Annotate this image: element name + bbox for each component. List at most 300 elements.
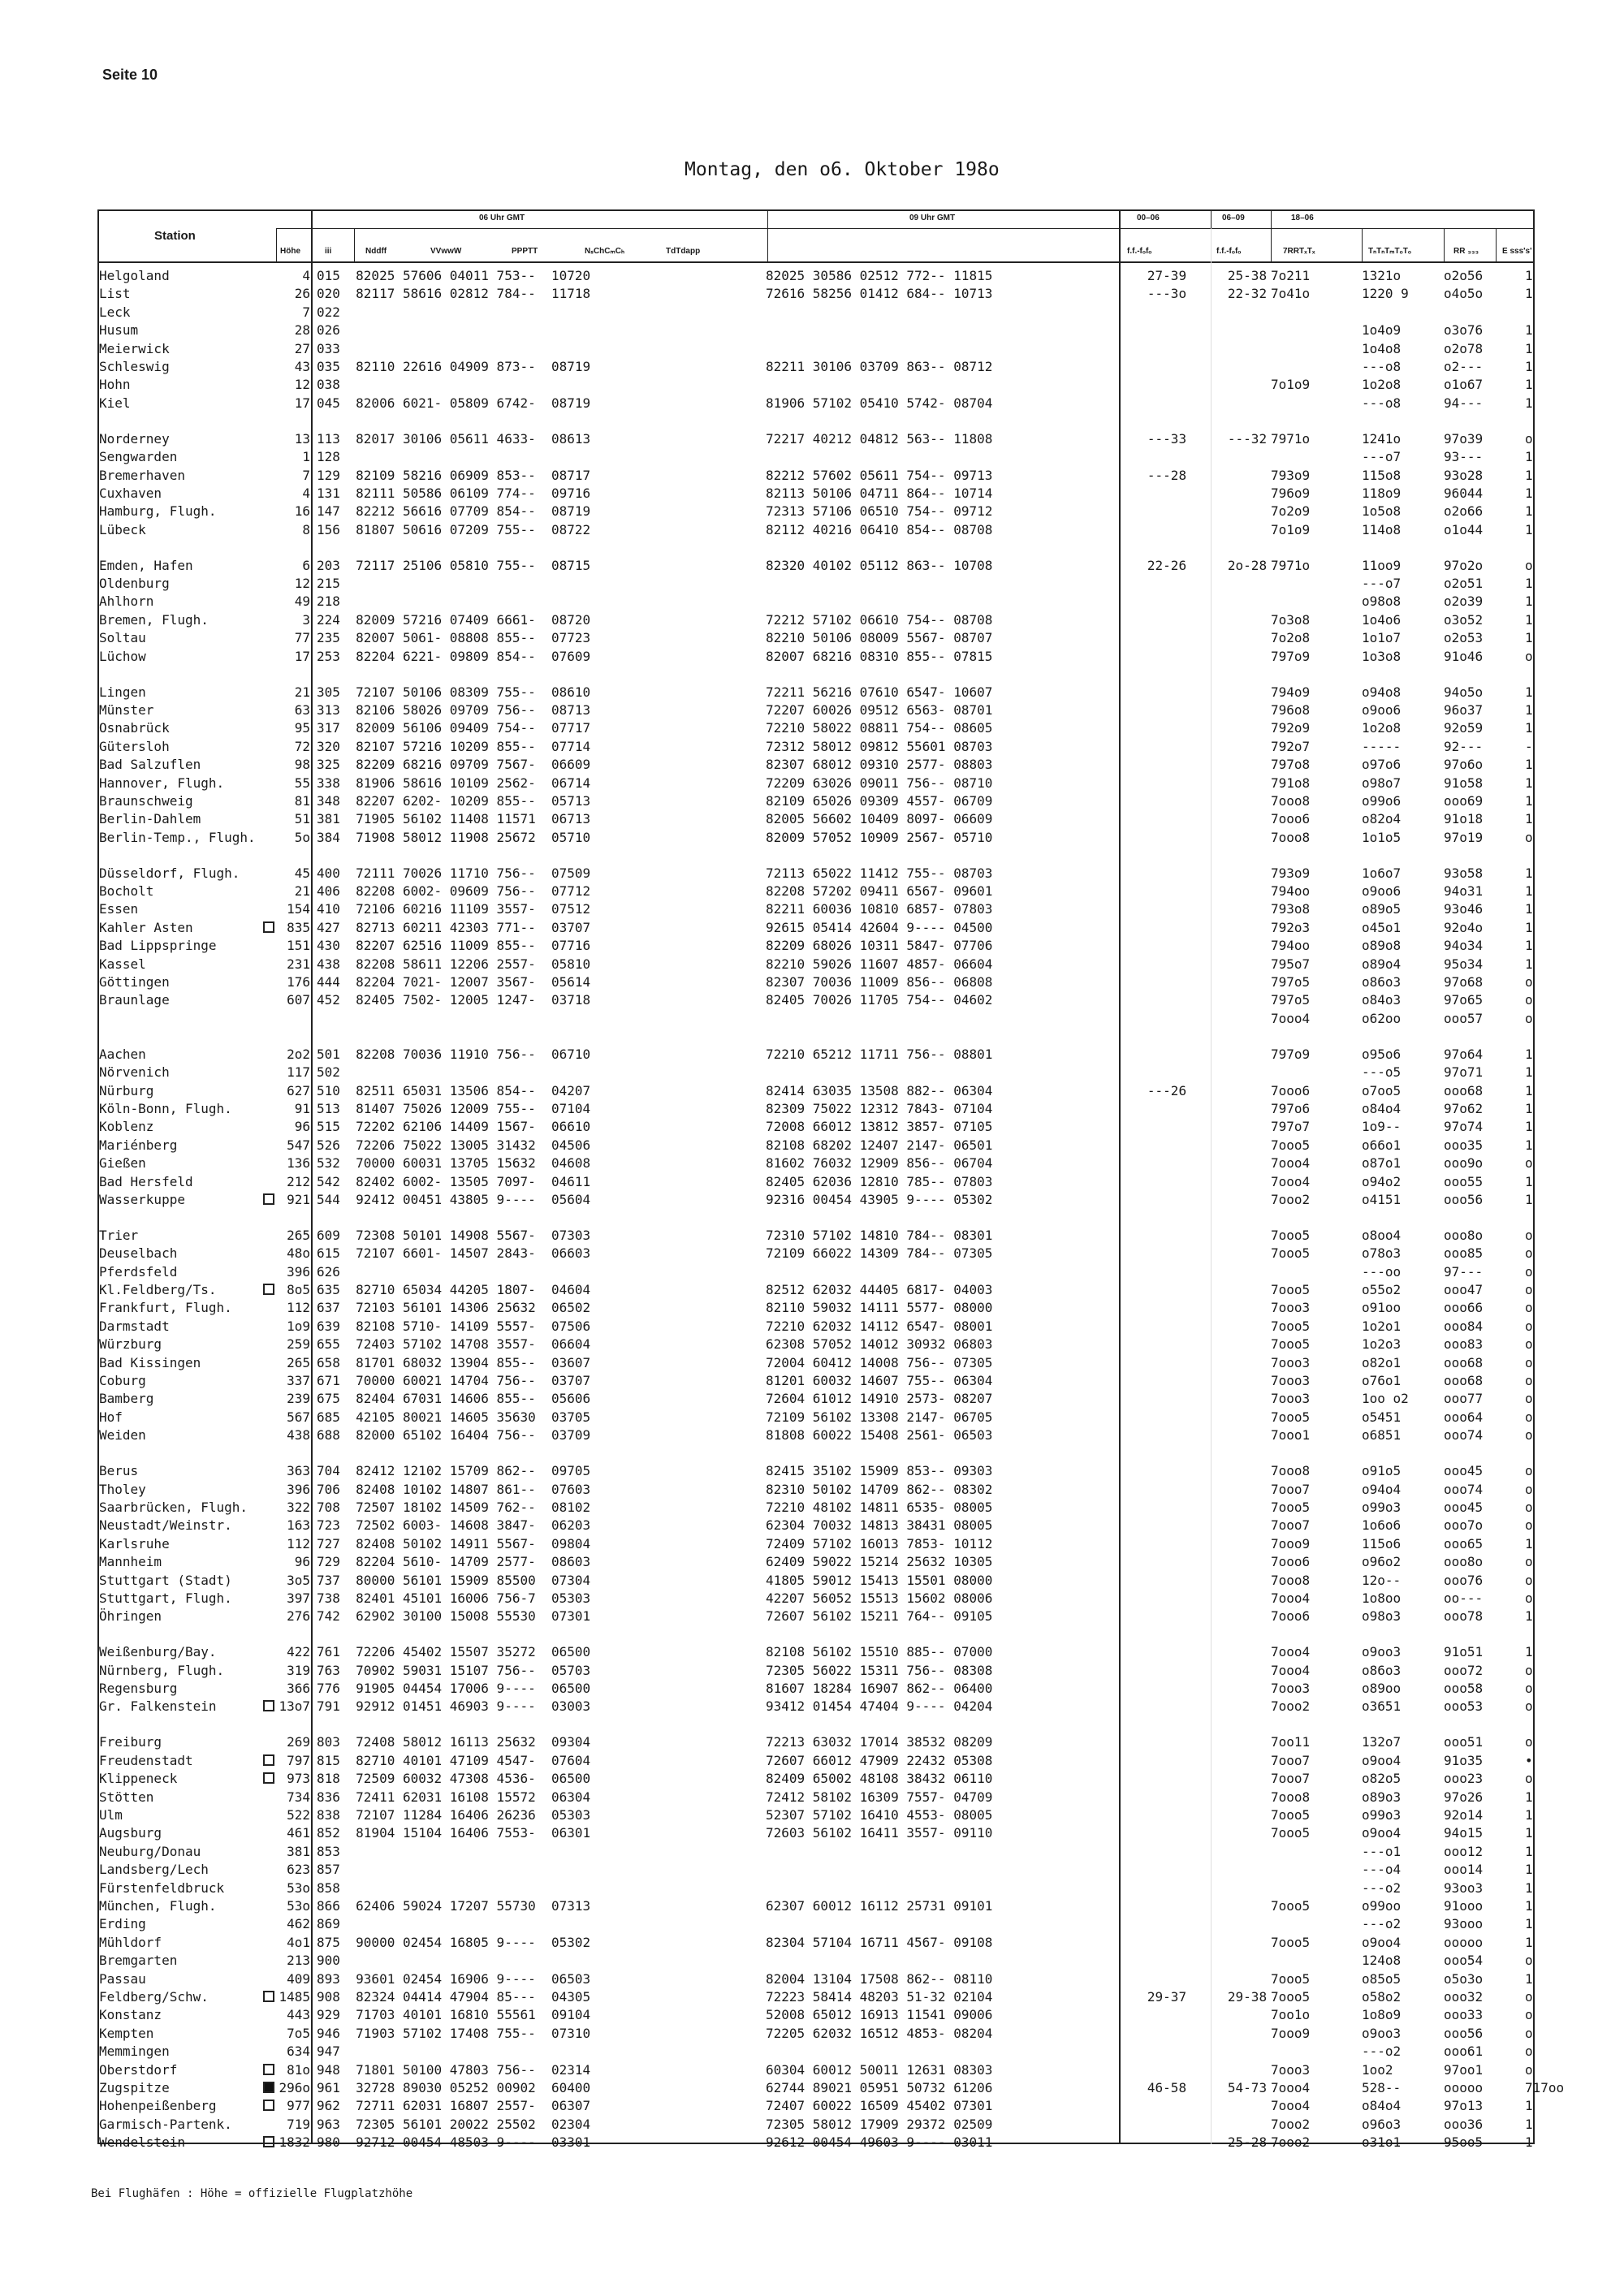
table-row xyxy=(97,284,1535,303)
station-name: München, Flugh. xyxy=(99,1897,217,1914)
station-height: 296o xyxy=(279,2079,310,2095)
table-row xyxy=(97,792,1535,810)
temp-extremes: o89o8 xyxy=(1362,938,1402,954)
snow-state: 1 xyxy=(1525,775,1533,791)
precip-24h: o2--- xyxy=(1444,359,1484,374)
station-name: Oberstdorf xyxy=(99,2061,178,2078)
obs-09-gmt: 82307 68012 09310 2577- 08803 xyxy=(766,757,993,773)
station-name: Hamburg, Flugh. xyxy=(99,503,217,520)
obs-06-gmt: 113 82017 30106 05611 4633- 08613 xyxy=(317,430,591,447)
period-18-06: 794oo xyxy=(1271,883,1311,899)
period-06-09: ---32 xyxy=(1227,430,1268,447)
station-name: Braunschweig xyxy=(99,792,193,809)
temp-extremes: o96o3 xyxy=(1362,2116,1402,2132)
header-station: Station xyxy=(154,229,196,243)
period-18-06: 7ooo7 xyxy=(1271,1517,1311,1534)
station-name: Bremerhaven xyxy=(99,467,185,483)
header-tdapp: TdTdapp xyxy=(666,247,701,256)
period-18-06: 7ooo1 xyxy=(1271,1427,1311,1444)
precip-24h: o1o44 xyxy=(1444,521,1484,537)
period-00-06: ---3o xyxy=(1147,286,1187,302)
table-row xyxy=(97,955,1535,973)
square-marker xyxy=(263,1284,274,1295)
obs-09-gmt: 52307 57102 16410 4553- 08005 xyxy=(766,1806,993,1823)
obs-06-gmt: 685 42105 80021 14605 35630 03705 xyxy=(317,1409,591,1425)
square-marker xyxy=(263,2100,274,2111)
precip-24h: 94o5o xyxy=(1444,684,1484,700)
period-18-06: 7ooo4 xyxy=(1271,2079,1311,2095)
station-name: Feldberg/Schw. xyxy=(99,1988,209,2005)
header-ff2: f.f.-fₒfₒ xyxy=(1216,247,1242,256)
snow-state: o xyxy=(1525,1391,1533,1407)
precip-24h: 97o2o xyxy=(1444,557,1484,573)
snow-state: o xyxy=(1525,1318,1533,1334)
temp-extremes: ---o8 xyxy=(1362,395,1402,411)
station-height: 3 xyxy=(302,611,310,628)
period-06-09: 54-73 xyxy=(1227,2079,1268,2095)
precip-24h: o3o76 xyxy=(1444,322,1484,339)
precip-24h: ooo23 xyxy=(1444,1771,1484,1787)
snow-state: 1 xyxy=(1525,865,1533,881)
station-height: 567 xyxy=(287,1409,310,1425)
snow-state: o xyxy=(1525,1427,1533,1444)
obs-09-gmt: 72210 62032 14112 6547- 08001 xyxy=(766,1318,993,1334)
table-row xyxy=(97,394,1535,412)
station-name: Nürnberg, Flugh. xyxy=(99,1662,225,1678)
temp-extremes: o99oo xyxy=(1362,1897,1402,1914)
table-row xyxy=(97,1389,1535,1408)
table-row xyxy=(97,1498,1535,1517)
snow-state: o xyxy=(1525,1282,1533,1297)
table-row xyxy=(97,809,1535,828)
station-height: 91 xyxy=(294,1100,310,1116)
obs-09-gmt: 82004 13104 17508 862-- 08110 xyxy=(766,1970,993,1987)
station-height: 522 xyxy=(287,1806,310,1823)
table-row xyxy=(97,1769,1535,1788)
snow-state: o xyxy=(1525,1354,1533,1370)
snow-state: 1 xyxy=(1525,268,1533,283)
table-row xyxy=(97,1009,1535,1028)
obs-09-gmt: 72210 65212 11711 756-- 08801 xyxy=(766,1046,993,1062)
station-height: 8 xyxy=(302,521,310,537)
precip-24h: 96o37 xyxy=(1444,701,1484,718)
precip-24h: ooo68 xyxy=(1444,1373,1484,1388)
obs-09-gmt: 72211 56216 07610 6547- 10607 xyxy=(766,684,993,700)
temp-extremes: o3651 xyxy=(1362,1698,1402,1715)
period-18-06: 793o9 xyxy=(1271,865,1311,881)
precip-24h: ooo78 xyxy=(1444,1608,1484,1625)
temp-extremes: o62oo xyxy=(1362,1010,1402,1026)
station-height: 27 xyxy=(294,340,310,356)
station-name: Frankfurt, Flugh. xyxy=(99,1300,232,1316)
header-pppt: PPPTT xyxy=(512,247,538,256)
precip-24h: 97o65 xyxy=(1444,992,1484,1008)
table-row xyxy=(97,1897,1535,1915)
obs-09-gmt: 42207 56052 15513 15602 08006 xyxy=(766,1590,993,1606)
precip-24h: ooo33 xyxy=(1444,2007,1484,2023)
obs-09-gmt: 62308 57052 14012 30932 06803 xyxy=(766,1336,993,1353)
period-00-06: 29-37 xyxy=(1147,1988,1187,2005)
snow-state: 1 xyxy=(1525,395,1533,411)
table-row xyxy=(97,1661,1535,1680)
period-18-06: 7ooo4 xyxy=(1271,1662,1311,1678)
obs-06-gmt: 688 82000 65102 16404 756-- 03709 xyxy=(317,1427,591,1444)
station-name: List xyxy=(99,286,131,302)
station-height: 438 xyxy=(287,1427,310,1444)
obs-09-gmt: 82414 63035 13508 882-- 06304 xyxy=(766,1082,993,1098)
temp-extremes: o89oo xyxy=(1362,1681,1402,1696)
table-row xyxy=(97,1987,1535,2006)
temp-extremes: o85o5 xyxy=(1362,1970,1402,1987)
snow-state: 1 xyxy=(1525,593,1533,610)
obs-06-gmt: 761 72206 45402 15507 35272 06500 xyxy=(317,1644,591,1660)
snow-state: 1 xyxy=(1525,576,1533,591)
precip-24h: 97o62 xyxy=(1444,1100,1484,1116)
station-height: 154 xyxy=(287,901,310,917)
temp-extremes: ---o5 xyxy=(1362,1064,1402,1081)
obs-09-gmt: 82110 59032 14111 5577- 08000 xyxy=(766,1300,993,1316)
temp-extremes: 1o8oo xyxy=(1362,1590,1402,1606)
temp-extremes: 115o6 xyxy=(1362,1535,1402,1552)
station-name: Düsseldorf, Flugh. xyxy=(99,865,240,881)
station-height: 98 xyxy=(294,757,310,773)
temp-extremes: 118o9 xyxy=(1362,485,1402,501)
obs-06-gmt: 609 72308 50101 14908 5567- 07303 xyxy=(317,1227,591,1243)
temp-extremes: o89o5 xyxy=(1362,901,1402,917)
snow-state: 1 xyxy=(1525,503,1533,520)
temp-extremes: 1oo o2 xyxy=(1362,1391,1409,1407)
precip-24h: ooo64 xyxy=(1444,1409,1484,1425)
snow-state: 1 xyxy=(1525,630,1533,646)
period-18-06: 7ooo7 xyxy=(1271,1752,1311,1768)
temp-extremes: 1o6o6 xyxy=(1362,1517,1402,1534)
precip-24h: 97o6o xyxy=(1444,757,1484,773)
period-18-06: 7ooo8 xyxy=(1271,829,1311,845)
period-18-06: 7ooo2 xyxy=(1271,2134,1311,2151)
station-name: Mariénberg xyxy=(99,1137,178,1153)
snow-state: • xyxy=(1525,1752,1533,1768)
square-marker xyxy=(263,1193,274,1205)
obs-06-gmt: 727 82408 50102 14911 5567- 09804 xyxy=(317,1535,591,1552)
header-vvwww: VVwwW xyxy=(430,247,462,256)
table-row xyxy=(97,1426,1535,1444)
station-name: Schleswig xyxy=(99,359,170,374)
period-06-09: 25-28 xyxy=(1227,2134,1268,2151)
table-row xyxy=(97,1408,1535,1426)
obs-09-gmt: 72604 61012 14910 2573- 08207 xyxy=(766,1391,993,1407)
snow-state: 1 xyxy=(1525,1789,1533,1805)
period-18-06: 7ooo5 xyxy=(1271,1806,1311,1823)
snow-state: 1 xyxy=(1525,1916,1533,1932)
period-18-06: 794oo xyxy=(1271,938,1311,954)
snow-state: 1 xyxy=(1525,1137,1533,1153)
station-height: 51 xyxy=(294,811,310,827)
station-height: 6 xyxy=(302,557,310,573)
station-name: Nürburg xyxy=(99,1082,154,1098)
obs-09-gmt: 81607 18284 16907 862-- 06400 xyxy=(766,1681,993,1696)
snow-state: o xyxy=(1525,2044,1533,2060)
obs-06-gmt: 961 32728 89030 05252 00902 60400 xyxy=(317,2079,591,2095)
snow-state: o xyxy=(1525,829,1533,845)
period-18-06: 7ooo4 xyxy=(1271,1155,1311,1172)
station-height: 96 xyxy=(294,1119,310,1135)
obs-09-gmt: 72603 56102 16411 3557- 09110 xyxy=(766,1825,993,1841)
obs-06-gmt: 908 82324 04414 47904 85--- 04305 xyxy=(317,1988,591,2005)
temp-extremes: o31o1 xyxy=(1362,2134,1402,2151)
temp-extremes: 1o1o5 xyxy=(1362,829,1402,845)
temp-extremes: o58o2 xyxy=(1362,1988,1402,2005)
station-height: 112 xyxy=(287,1535,310,1552)
table-row xyxy=(97,1823,1535,1842)
table-row xyxy=(97,918,1535,937)
station-name: Bad Kissingen xyxy=(99,1354,201,1370)
snow-state: 1 xyxy=(1525,1100,1533,1116)
snow-state: 1 xyxy=(1525,322,1533,339)
obs-06-gmt: 513 81407 75026 12009 755-- 07104 xyxy=(317,1100,591,1116)
period-18-06: 7ooo4 xyxy=(1271,1590,1311,1606)
station-name: Osnabrück xyxy=(99,720,170,736)
obs-06-gmt: 313 82106 58026 09709 756-- 08713 xyxy=(317,701,591,718)
station-height: 48o xyxy=(287,1245,310,1262)
obs-06-gmt: 427 82713 60211 42303 771-- 03707 xyxy=(317,919,591,935)
station-height: 319 xyxy=(287,1662,310,1678)
temp-extremes: o5451 xyxy=(1362,1409,1402,1425)
temp-extremes: 1o5o8 xyxy=(1362,503,1402,520)
table-row xyxy=(97,502,1535,520)
obs-06-gmt: 704 82412 12102 15709 862-- 09705 xyxy=(317,1463,591,1479)
precip-24h: ooo47 xyxy=(1444,1282,1484,1297)
precip-24h: ooo68 xyxy=(1444,1082,1484,1098)
station-name: Bad Salzuflen xyxy=(99,757,201,773)
temp-extremes: o89o4 xyxy=(1362,956,1402,972)
obs-06-gmt: 430 82207 62516 11009 855-- 07716 xyxy=(317,938,591,954)
period-18-06: 7oo1o xyxy=(1271,2007,1311,2023)
temp-extremes: 1o8o9 xyxy=(1362,2007,1402,2023)
precip-24h: ooo32 xyxy=(1444,1988,1484,2005)
period-06-09: 22-32 xyxy=(1227,286,1268,302)
temp-extremes: 12o-- xyxy=(1362,1572,1402,1588)
snow-state: o xyxy=(1525,1953,1533,1969)
header-09gmt: 09 Uhr GMT xyxy=(909,214,956,222)
table-row xyxy=(97,990,1535,1009)
precip-24h: 93o28 xyxy=(1444,467,1484,483)
temp-extremes: 114o8 xyxy=(1362,521,1402,537)
period-18-06: 7ooo7 xyxy=(1271,1481,1311,1497)
precip-24h: 93oo3 xyxy=(1444,1880,1484,1896)
obs-09-gmt: 82309 75022 12312 7843- 07104 xyxy=(766,1100,993,1116)
obs-06-gmt: 980 92712 00454 48503 9---- 03301 xyxy=(317,2134,591,2151)
precip-24h: 91o35 xyxy=(1444,1752,1484,1768)
snow-state: 1 xyxy=(1525,919,1533,935)
temp-extremes: 1o6o7 xyxy=(1362,865,1402,881)
header-nsch: NₛChCₘCₕ xyxy=(585,247,624,256)
station-name: Zugspitze xyxy=(99,2079,170,2095)
snow-state: o xyxy=(1525,1499,1533,1515)
snow-state: 1 xyxy=(1525,883,1533,899)
snow-state: o xyxy=(1525,1409,1533,1425)
obs-09-gmt: 72212 57102 06610 754-- 08708 xyxy=(766,611,993,628)
precip-24h: ooo85 xyxy=(1444,1245,1484,1262)
table-row xyxy=(97,1571,1535,1590)
table-row xyxy=(97,1117,1535,1136)
snow-state: o xyxy=(1525,557,1533,573)
obs-06-gmt: 410 72106 60216 11109 3557- 07512 xyxy=(317,901,591,917)
obs-09-gmt: 82405 70026 11705 754-- 04602 xyxy=(766,992,993,1008)
table-row xyxy=(97,1154,1535,1172)
station-name: Freiburg xyxy=(99,1734,162,1750)
precip-24h: ooo69 xyxy=(1444,792,1484,809)
temp-extremes: o84o4 xyxy=(1362,1100,1402,1116)
station-name: Göttingen xyxy=(99,974,170,990)
temp-extremes: o94o4 xyxy=(1362,1481,1402,1497)
station-height: 95 xyxy=(294,720,310,736)
station-name: Memmingen xyxy=(99,2044,170,2060)
station-height: 337 xyxy=(287,1373,310,1388)
obs-09-gmt: 82210 59026 11607 4857- 06604 xyxy=(766,956,993,972)
table-row xyxy=(97,683,1535,701)
obs-06-gmt: 253 82204 6221- 09809 854-- 07609 xyxy=(317,648,591,664)
square-marker xyxy=(263,2136,274,2147)
station-height: 396 xyxy=(287,1481,310,1497)
station-height: 4 xyxy=(302,268,310,283)
obs-06-gmt: 203 72117 25106 05810 755-- 08715 xyxy=(317,557,591,573)
table-row xyxy=(97,1317,1535,1336)
temp-extremes: o9oo6 xyxy=(1362,701,1402,718)
station-height: 366 xyxy=(287,1681,310,1696)
snow-state: o xyxy=(1525,1227,1533,1243)
obs-06-gmt: 305 72107 50106 08309 755-- 08610 xyxy=(317,684,591,700)
station-name: Lingen xyxy=(99,684,146,700)
period-18-06: 7ooo5 xyxy=(1271,1409,1311,1425)
table-row xyxy=(97,882,1535,900)
station-name: Gütersloh xyxy=(99,738,170,754)
table-row xyxy=(97,484,1535,503)
snow-state: 1 xyxy=(1525,938,1533,954)
station-height: 12 xyxy=(294,377,310,393)
filled-square-marker xyxy=(263,2082,274,2093)
period-18-06: 796o8 xyxy=(1271,701,1311,718)
station-height: 151 xyxy=(287,938,310,954)
obs-09-gmt: 72210 58022 08811 754-- 08605 xyxy=(766,720,993,736)
station-name: Essen xyxy=(99,901,139,917)
obs-06-gmt: 803 72408 58012 16113 25632 09304 xyxy=(317,1734,591,1750)
obs-06-gmt: 510 82511 65031 13506 854-- 04207 xyxy=(317,1082,591,1098)
period-00-06: ---28 xyxy=(1147,467,1187,483)
temp-extremes: o91oo xyxy=(1362,1300,1402,1316)
precip-24h: 97oo1 xyxy=(1444,2061,1484,2078)
obs-09-gmt: 72312 58012 09812 55601 08703 xyxy=(766,738,993,754)
precip-24h: ooooo xyxy=(1444,1934,1484,1950)
page-number: Seite 10 xyxy=(102,67,158,83)
temp-extremes: o87o1 xyxy=(1362,1155,1402,1172)
obs-06-gmt: 033 xyxy=(317,340,340,356)
period-18-06: 7o3o8 xyxy=(1271,611,1311,628)
table-row xyxy=(97,1970,1535,1988)
precip-24h: 92--- xyxy=(1444,738,1484,754)
obs-09-gmt: 82304 57104 16711 4567- 09108 xyxy=(766,1934,993,1950)
table-row xyxy=(97,2096,1535,2115)
station-height: 443 xyxy=(287,2007,310,2023)
temp-extremes: o84o4 xyxy=(1362,2098,1402,2114)
precip-24h: o2o66 xyxy=(1444,503,1484,520)
table-row xyxy=(97,1172,1535,1191)
obs-06-gmt: 384 71908 58012 11908 25672 05710 xyxy=(317,829,591,845)
temp-extremes: 528-- xyxy=(1362,2079,1402,2095)
station-name: Helgoland xyxy=(99,268,170,283)
station-height: 7o5 xyxy=(287,2025,310,2041)
precip-24h: ooo66 xyxy=(1444,1300,1484,1316)
station-height: 7 xyxy=(302,304,310,320)
station-name: Erding xyxy=(99,1916,146,1932)
table-row xyxy=(97,447,1535,466)
station-height: 1832 xyxy=(279,2134,310,2151)
station-name: Bremgarten xyxy=(99,1953,178,1969)
snow-state: 717oo xyxy=(1525,2079,1565,2095)
table-row xyxy=(97,1280,1535,1299)
station-height: 12 xyxy=(294,576,310,591)
obs-06-gmt: 438 82208 58611 12206 2557- 05810 xyxy=(317,956,591,972)
station-height: 623 xyxy=(287,1862,310,1878)
station-height: 797 xyxy=(287,1752,310,1768)
obs-06-gmt: 026 xyxy=(317,322,340,339)
obs-06-gmt: 815 82710 40101 47109 4547- 07604 xyxy=(317,1752,591,1768)
station-name: Saarbrücken, Flugh. xyxy=(99,1499,248,1515)
precip-24h: ooo83 xyxy=(1444,1336,1484,1353)
snow-state: 1 xyxy=(1525,1970,1533,1987)
station-name: Kempten xyxy=(99,2025,154,2041)
station-name: Wasserkuppe xyxy=(99,1191,185,1207)
period-18-06: 797o5 xyxy=(1271,974,1311,990)
station-height: 5o xyxy=(294,829,310,845)
snow-state: 1 xyxy=(1525,720,1533,736)
period-18-06: 7ooo4 xyxy=(1271,1644,1311,1660)
temp-extremes: o99o3 xyxy=(1362,1806,1402,1823)
precip-24h: ooo74 xyxy=(1444,1481,1484,1497)
station-name: Husum xyxy=(99,322,139,339)
obs-06-gmt: 320 82107 57216 10209 855-- 07714 xyxy=(317,738,591,754)
table-row xyxy=(97,1461,1535,1480)
header-p0006: 00–06 xyxy=(1137,214,1160,222)
period-18-06: 7ooo2 xyxy=(1271,1191,1311,1207)
period-18-06: 7o41o xyxy=(1271,286,1311,302)
temp-extremes: o66o1 xyxy=(1362,1137,1402,1153)
precip-24h: 97o39 xyxy=(1444,430,1484,447)
station-height: 397 xyxy=(287,1590,310,1606)
obs-06-gmt: 947 xyxy=(317,2044,340,2060)
station-height: 462 xyxy=(287,1916,310,1932)
snow-state: 1 xyxy=(1525,1173,1533,1189)
station-name: Koblenz xyxy=(99,1119,154,1135)
precip-24h: 91o18 xyxy=(1444,811,1484,827)
station-height: 63 xyxy=(294,701,310,718)
temp-extremes: o8oo4 xyxy=(1362,1227,1402,1243)
period-06-09: 25-38 xyxy=(1227,268,1268,283)
snow-state: o xyxy=(1525,1300,1533,1316)
station-height: 265 xyxy=(287,1354,310,1370)
station-name: Münster xyxy=(99,701,154,718)
table-row xyxy=(97,466,1535,485)
obs-09-gmt: 92612 00454 49603 9---- 03011 xyxy=(766,2134,993,2151)
period-18-06: 7ooo5 xyxy=(1271,1318,1311,1334)
snow-state: o xyxy=(1525,992,1533,1008)
header-p0609: 06–09 xyxy=(1222,214,1245,222)
temp-extremes: 1o1o7 xyxy=(1362,630,1402,646)
table-row xyxy=(97,1951,1535,1970)
obs-06-gmt: 857 xyxy=(317,1862,340,1878)
obs-06-gmt: 763 70902 59031 15107 756-- 05703 xyxy=(317,1662,591,1678)
snow-state: 1 xyxy=(1525,1608,1533,1625)
period-18-06: 792o9 xyxy=(1271,720,1311,736)
